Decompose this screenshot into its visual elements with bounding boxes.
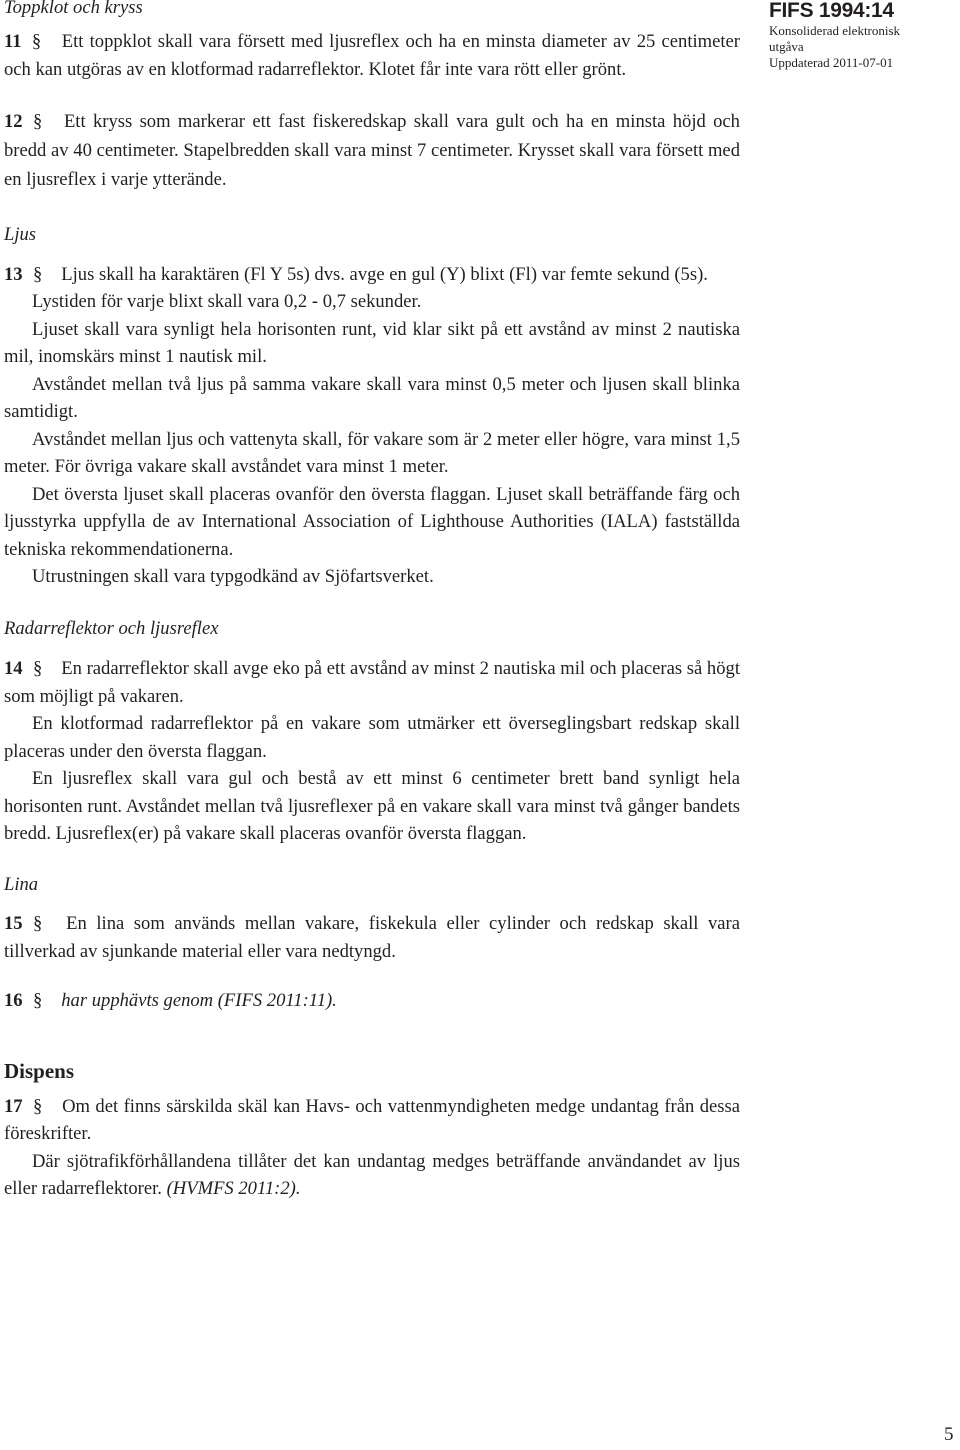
paragraph: Lystiden för varje blixt skall vara 0,2 - 0,7 sekunder. [32,291,422,312]
paragraph: Avståndet mellan ljus och vattenyta skall, för vakare som är 2 meter eller högre, vara minst 1,5 meter. För övriga vakare skall avståndet vara minst 1 meter. [4,428,740,477]
regulation-code: FIFS 1994:14 [769,0,894,22]
paragraph-12 [4,107,740,194]
paragraph-text: Ljus skall ha karaktären (Fl Y 5s) dvs. avge en gul (Y) blixt (Fl) var femte sekund (5s). [61,263,708,285]
document-id-block [769,0,959,71]
paragraph-text: En radarreflektor skall avge eko på ett avstånd av minst 2 nautiska mil och placeras så högt som möjligt på vakaren. [4,658,740,707]
section-sign: § [32,111,43,132]
paragraph-number: 17 [4,1095,23,1117]
paragraph-13 [4,261,740,289]
paragraph-text: Ett toppklot skall vara försett med ljusreflex och ha en minsta diameter av 25 centimeter och kan utgöras av en klotformad radarreflektor. Klotet får inte vara rött eller grönt. [4,31,740,80]
paragraph-number: 16 [4,990,23,1011]
paragraph-17 [4,1093,740,1148]
section-sign: § [31,31,42,52]
page-number: 5 [944,1424,954,1445]
paragraph-number: 12 [4,111,23,132]
document-body [4,0,740,1203]
paragraph: En ljusreflex skall vara gul och bestå av ett minst 6 centimeter brett band synligt hela horisonten runt. Avståndet mellan två ljusreflexer på en vakare skall vara minst två gånger bandets bredd. Ljusreflex(er) på vakare skall placeras ovanför översta flaggan. [4,768,740,844]
paragraph-text: En lina som används mellan vakare, fiskekula eller cylinder och redskap skall vara tillverkad av sjunkande material eller vara nedtyngd. [4,913,740,962]
section-heading-toppklot: Toppklot och kryss [4,0,143,18]
paragraph-15 [4,910,740,965]
paragraph-number: 11 [4,31,22,52]
section-sign: § [32,913,43,934]
repeal-note: har upphävts genom (FIFS 2011:11). [61,990,337,1011]
paragraph: Ljuset skall vara synligt hela horisonten runt, vid klar sikt på ett avstånd av minst 2 nautiska mil, inomskärs minst 1 nautisk mil. [4,318,740,367]
section-heading-lina: Lina [4,873,39,895]
paragraph [4,1148,740,1203]
section-sign: § [32,1095,43,1117]
edition-label-cont: utgåva [769,39,804,54]
section-heading-ljus: Ljus [4,224,37,245]
edition-label: Konsoliderad elektronisk [769,23,901,38]
paragraph-number: 15 [4,913,23,934]
paragraph: En klotformad radarreflektor på en vakare som utmärker ett överseglingsbart redskap skall placeras under den översta flaggan. [4,713,740,762]
paragraph-14 [4,655,740,710]
section-sign: § [32,658,43,679]
paragraph-text: Om det finns särskilda skäl kan Havs- och vattenmyndigheten medge undantag från dessa föreskrifter. [4,1095,740,1144]
paragraph-text: Där sjötrafikförhållandena tillåter det kan undantag medges beträffande användandet av ljus eller radarreflektorer. [4,1150,740,1199]
section-sign: § [32,263,43,285]
paragraph: Avståndet mellan två ljus på samma vakare skall vara minst 0,5 meter och ljusen skall blinka samtidigt. [4,373,740,422]
paragraph-16 [4,987,740,1015]
paragraph: Utrustningen skall vara typgodkänd av Sjöfartsverket. [32,566,434,587]
paragraph-number: 14 [4,658,23,679]
paragraph: Det översta ljuset skall placeras ovanför den översta flaggan. Ljuset skall beträffande färg och ljusstyrka uppfylla de av International Association of Lighthouse Authorities (IALA) fastställda tekniska rekommendationerna. [4,483,740,560]
paragraph-text: Ett kryss som markerar ett fast fiskeredskap skall vara gult och ha en minsta höjd och bredd av 40 centimeter. Stapelbredden skall vara minst 7 centimeter. Krysset skall vara försett med en ljusreflex i varje ytterände. [4,111,740,190]
section-heading-radarreflektor: Radarreflektor och ljusreflex [4,617,219,639]
paragraph-11 [4,28,740,84]
updated-date: Uppdaterad 2011-07-01 [769,55,894,70]
section-sign: § [32,990,43,1011]
amendment-reference: (HVMFS 2011:2). [166,1178,301,1199]
paragraph-number: 13 [4,263,23,285]
section-heading-dispens: Dispens [4,1058,75,1083]
